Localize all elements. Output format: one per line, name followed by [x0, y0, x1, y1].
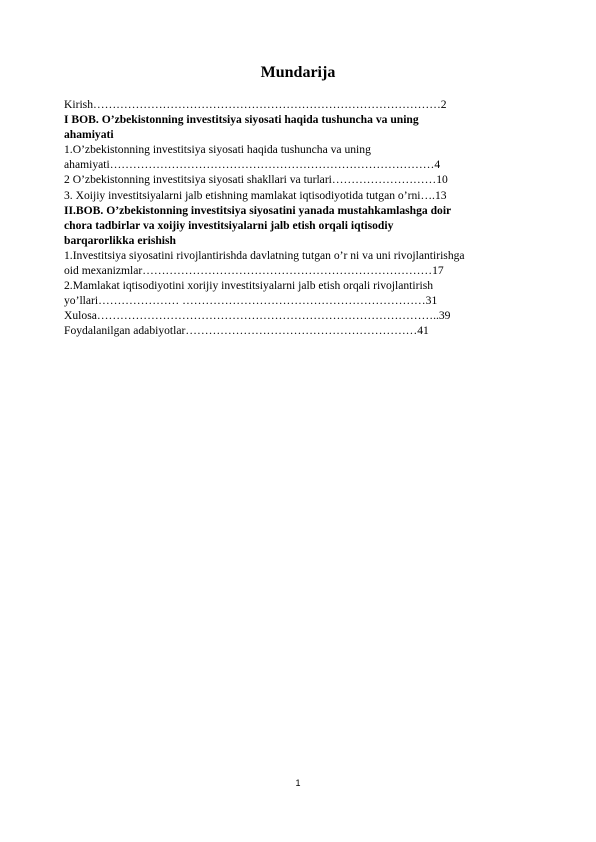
toc-section-2-1-continued: oid mexanizmlar…………………………………………………………………17	[64, 264, 444, 278]
toc-section-2-2: 2.Mamlakat iqtisodiyotini xorijiy investitsiyalarni jalb etish orqali rivojlantirish	[64, 279, 434, 293]
toc-chapter-2-heading: II.BOB. O’zbekistonning investitsiya siyosatini yanada mustahkamlashga doir	[64, 203, 452, 217]
toc-section-2-1: 1.Investitsiya siyosatini rivojlantirishda davlatning tutgan o’r ni va uni rivojlantirishga	[64, 248, 465, 262]
toc-section-1-1-continued: ahamiyati…………………………………………………………………………4	[64, 158, 441, 172]
toc-section-1-3: 3. Xoijiy investitsiyalarni jalb etishning mamlakat iqtisodiyotida tutgan o’rni….13	[64, 188, 447, 202]
toc-section-1-2: 2 O’zbekistonning investitsiya siyosati shakllari va turlari………………………10	[64, 173, 448, 187]
page-number: 1	[295, 778, 301, 788]
toc-entry-introduction: Kirish………………………………………………………………………………2	[64, 98, 447, 111]
toc-chapter-2-heading-end: barqarorlikka erishish	[64, 233, 176, 247]
toc-entry-references: Foydalanilgan adabiyotlar……………………………………………………41	[64, 324, 429, 338]
toc-entry-conclusion: Xulosa……………………………………………………………………………..39	[64, 309, 451, 323]
toc-section-1-1: 1.O’zbekistonning investitsiya siyosati haqida tushuncha va uning	[64, 143, 371, 157]
toc-chapter-1-heading-continued: ahamiyati	[64, 128, 114, 142]
toc-section-2-2-continued: yo’llari………………… ………………………………………………………31	[64, 294, 438, 308]
toc-chapter-1-heading: I BOB. O’zbekistonning investitsiya siyosati haqida tushuncha va uning	[64, 113, 419, 127]
table-of-contents	[64, 97, 554, 339]
toc-chapter-2-heading-continued: chora tadbirlar va xoijiy investitsiyalarni jalb etish orqali iqtisodiy	[64, 218, 394, 232]
page-title: Mundarija	[260, 64, 336, 81]
